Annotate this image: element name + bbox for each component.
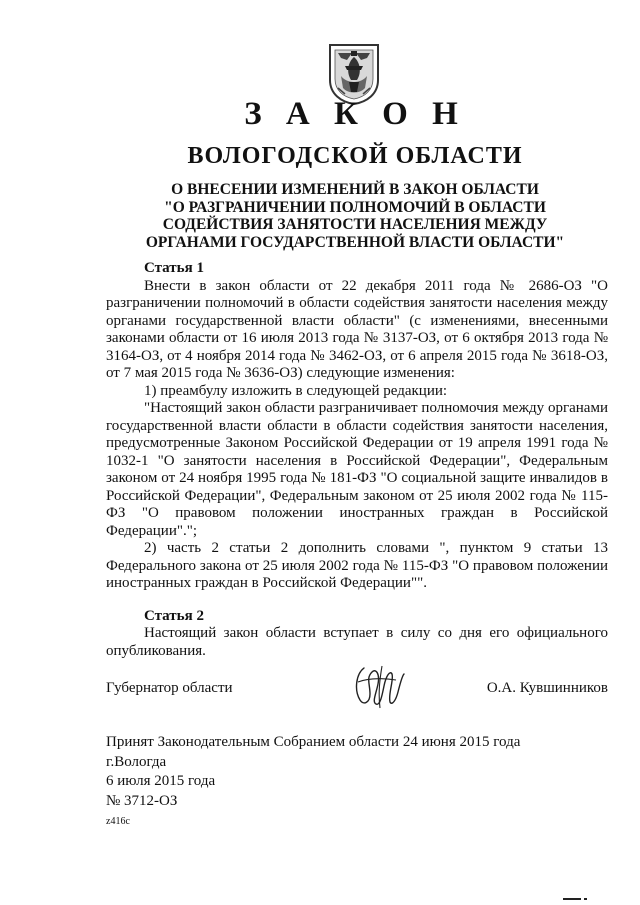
article-2-heading: Статья 2	[144, 607, 204, 624]
document-region: ВОЛОГОДСКОЙ ОБЛАСТИ	[187, 143, 523, 169]
subtitle-line: СОДЕЙСТВИЯ ЗАНЯТОСТИ НАСЕЛЕНИЯ МЕЖДУ	[162, 216, 548, 233]
article-1-item-2: 2) часть 2 статьи 2 дополнить словами ", пунктом 9 статьи 13 Федерального закона от 25 июля 2002 года № 115-ФЗ "О правовом положении иностранных граждан в Российской Федерации"".	[106, 540, 608, 591]
signatory-name: О.А. Кувшинников	[486, 680, 608, 696]
article-1-quote: "Настоящий закон области разграничивает полномочия между органами государственной власти области в области содействия занятости населения, предусмотренные Законом Российской Федерации от 19 апреля 1991 года № 1032-1 "О занятости населения в Российской Федерации", Федеральным законом от 24 ноября 1995 года № 181-ФЗ "О социальной защите инвалидов в Российской Федерации", Федеральным законом от 25 июля 2002 года № 115-ФЗ "О правовом положении иностранных граждан в Российской Федерации".";	[106, 400, 608, 539]
handwritten-signature	[352, 660, 408, 710]
scan-mark	[563, 898, 581, 900]
document-title: З А К О Н	[244, 96, 466, 132]
article-1-item-1: 1) преамбулу изложить в следующей редакции:	[144, 382, 448, 399]
subtitle-line: О ВНЕСЕНИИ ИЗМЕНЕНИЙ В ЗАКОН ОБЛАСТИ	[171, 181, 539, 198]
document-code: z416c	[106, 816, 130, 827]
law-number: № 3712-ОЗ	[106, 792, 178, 809]
article-1-intro: Внести в закон области от 22 декабря 2011 года № 2686-ОЗ "О разграничении полномочий в области содействия занятости населения между органами государственной власти области" (с изменениями, внесенными законами области от 16 июля 2013 года № 3137-ОЗ, от 6 октября 2013 года № 3164-ОЗ, от 4 ноября 2014 года № 3462-ОЗ, от 6 апреля 2015 года № 3618-ОЗ, от 7 мая 2015 года № 3636-ОЗ) следующие изменения:	[106, 277, 608, 381]
adoption-note: Принят Законодательным Собранием области 24 июня 2015 года	[106, 734, 521, 750]
subtitle-line: "О РАЗГРАНИЧЕНИИ ПОЛНОМОЧИЙ В ОБЛАСТИ	[164, 198, 546, 216]
document-subtitle	[0, 181, 640, 251]
article-1-heading: Статья 1	[144, 260, 204, 276]
article-2-text: Настоящий закон области вступает в силу со дня его официального опубликования.	[106, 625, 608, 659]
document-body	[106, 260, 608, 660]
issue-city: г.Вологда	[106, 753, 167, 770]
issue-date: 6 июля 2015 года	[106, 773, 216, 789]
scan-mark	[584, 898, 587, 900]
signatory-position: Губернатор области	[106, 680, 233, 696]
subtitle-line: ОРГАНАМИ ГОСУДАРСТВЕННОЙ ВЛАСТИ ОБЛАСТИ"	[145, 233, 565, 251]
document-footer	[106, 733, 520, 811]
